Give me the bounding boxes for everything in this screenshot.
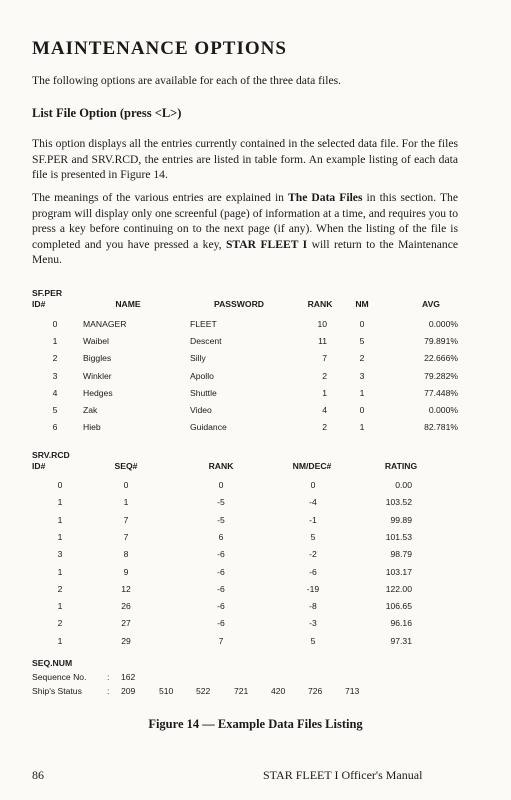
- sfper-cell-nm: 3: [359, 370, 365, 381]
- srvrcd-table-row: [0, 515, 511, 529]
- ships-status-label: Ship's Status: [32, 686, 82, 696]
- para2-text-3: will return to the Maintenance Menu.: [32, 237, 458, 266]
- srvrcd-cell-nmdec: -19: [306, 583, 320, 594]
- sfper-table-row: [0, 371, 511, 385]
- srvrcd-header-rating: RATING: [384, 461, 418, 471]
- srvrcd-cell-rating: 106.65: [385, 601, 412, 612]
- ships-status-value: 420: [271, 686, 286, 696]
- sfper-header-nm: NM: [355, 299, 369, 309]
- sequence-no-value: 162: [121, 672, 136, 682]
- sfper-cell-password: Shuttle: [190, 387, 217, 398]
- srvrcd-header-rank: RANK: [208, 461, 234, 471]
- sfper-cell-avg: 79.282%: [424, 370, 458, 381]
- srvrcd-cell-seq: 29: [121, 635, 131, 646]
- sfper-cell-name: Zak: [83, 405, 98, 415]
- sfper-cell-avg: 0.000%: [428, 319, 458, 329]
- srvrcd-table-row: [0, 601, 511, 615]
- srvrcd-header-nmdec: NM/DEC#: [292, 461, 332, 471]
- sfper-cell-id: 1: [52, 336, 58, 347]
- para2-text-2: in this section. The program will display only one screenful (page) of information at a time, and requires you to press a key before continuing on to the next page (if any). When the listing of the file is completed and you have pressed a key,: [32, 191, 458, 251]
- sfper-header-rank: RANK: [307, 299, 333, 309]
- srvrcd-cell-nmdec: -1: [309, 514, 317, 525]
- srvrcd-table-row: [0, 567, 511, 581]
- paragraph-meanings: [32, 190, 458, 268]
- sfper-cell-nm: 1: [359, 422, 365, 433]
- sfper-cell-password: Descent: [190, 336, 222, 347]
- sfper-table-row: [0, 353, 511, 367]
- sfper-cell-id: 3: [52, 370, 58, 381]
- srvrcd-table-row: [0, 618, 511, 632]
- sfper-cell-name: Hieb: [83, 422, 101, 433]
- paragraph-list-description: This option displays all the entries currently contained in the selected data file. For the files SF.PER and SRV.RCD, the entries are listed in table form. An example listing of each data file is presented in Figure 14.: [32, 137, 458, 181]
- srvrcd-cell-id: 1: [57, 514, 63, 525]
- srvrcd-cell-seq: 7: [123, 531, 129, 542]
- srvrcd-cell-rating: 97.31: [390, 635, 412, 646]
- sfper-table-row: [0, 319, 511, 333]
- intro-paragraph: The following options are available for each of the three data files.: [32, 74, 342, 87]
- sfper-cell-nm: 1: [359, 387, 365, 398]
- srvrcd-cell-rating: 99.89: [390, 514, 412, 525]
- srvrcd-cell-rank: -6: [217, 549, 225, 560]
- sfper-cell-name: Biggles: [83, 353, 112, 364]
- srvrcd-header-seq: SEQ#: [114, 461, 138, 471]
- sfper-cell-rank: 7: [322, 353, 327, 364]
- sfper-cell-password: Guidance: [190, 422, 227, 433]
- ships-status-value: 726: [308, 686, 323, 696]
- sfper-cell-nm: 0: [359, 405, 365, 415]
- srvrcd-cell-nmdec: -2: [309, 549, 317, 560]
- srvrcd-cell-rank: 6: [218, 531, 224, 542]
- sfper-cell-rank: 2: [322, 422, 327, 433]
- sfper-cell-id: 0: [52, 319, 58, 329]
- para2-text-1: The meanings of the various entries are explained in: [32, 191, 289, 204]
- list-option-heading: List File Option (press <L>): [32, 106, 182, 120]
- sfper-table-row: [0, 422, 511, 436]
- srvrcd-cell-seq: 1: [123, 497, 129, 508]
- figure-caption: Figure 14 — Example Data Files Listing: [148, 717, 363, 731]
- srvrcd-cell-seq: 27: [121, 618, 131, 629]
- srvrcd-cell-nmdec: -3: [309, 618, 317, 629]
- sfper-header-password: PASSWORD: [214, 299, 264, 309]
- srvrcd-cell-id: 2: [57, 618, 63, 629]
- sfper-table-row: [0, 405, 511, 419]
- sfper-cell-name: Hedges: [83, 387, 113, 398]
- sfper-cell-avg: 79.891%: [424, 336, 458, 347]
- srvrcd-label: SRV.RCD: [32, 450, 70, 460]
- srvrcd-header-id: ID#: [32, 461, 46, 471]
- sfper-cell-password: FLEET: [190, 319, 217, 329]
- srvrcd-cell-rank: -5: [217, 497, 225, 508]
- srvrcd-table-row: [0, 636, 511, 650]
- sfper-cell-rank: 2: [322, 370, 327, 381]
- srvrcd-cell-nmdec: 5: [310, 531, 316, 542]
- para2-bold-star-fleet: STAR FLEET I: [225, 237, 308, 251]
- srvrcd-cell-id: 1: [57, 601, 63, 612]
- srvrcd-table-row: [0, 549, 511, 563]
- ships-status-value: 522: [196, 686, 211, 696]
- ships-status-value: 713: [345, 686, 360, 696]
- sfper-cell-avg: 77.448%: [424, 387, 458, 398]
- ships-status-separator: :: [107, 686, 110, 696]
- srvrcd-cell-rank: -6: [217, 583, 225, 594]
- srvrcd-cell-id: 2: [57, 583, 63, 594]
- sfper-cell-nm: 0: [359, 319, 365, 329]
- sfper-cell-password: Video: [190, 405, 212, 415]
- page-number: 86: [32, 768, 44, 782]
- srvrcd-cell-seq: 0: [123, 480, 129, 490]
- srvrcd-cell-id: 0: [57, 480, 63, 490]
- srvrcd-cell-id: 1: [57, 531, 63, 542]
- sfper-cell-rank: 11: [318, 336, 327, 347]
- sfper-cell-password: Silly: [190, 353, 206, 364]
- srvrcd-cell-rating: 103.52: [385, 497, 412, 508]
- para2-bold-data-files: The Data Files: [288, 191, 363, 204]
- srvrcd-cell-seq: 8: [123, 549, 129, 560]
- manual-title: STAR FLEET I Officer's Manual: [263, 768, 423, 782]
- sfper-cell-id: 5: [52, 405, 58, 415]
- srvrcd-table-row: [0, 480, 511, 494]
- sfper-cell-password: Apollo: [190, 370, 214, 381]
- sfper-table-row: [0, 388, 511, 402]
- sfper-cell-name: Waibel: [83, 336, 109, 347]
- sfper-cell-nm: 2: [359, 353, 365, 364]
- sfper-cell-rank: 10: [317, 319, 327, 329]
- srvrcd-cell-id: 1: [57, 635, 63, 646]
- sfper-cell-nm: 5: [359, 336, 365, 347]
- srvrcd-cell-rank: -6: [217, 566, 225, 577]
- sequence-no-label: Sequence No.: [32, 672, 87, 682]
- srvrcd-cell-id: 1: [57, 497, 63, 508]
- srvrcd-cell-rank: -5: [217, 514, 225, 525]
- sfper-cell-id: 6: [52, 422, 58, 433]
- ships-status-value: 209: [121, 686, 136, 696]
- srvrcd-cell-rating: 98.79: [390, 549, 412, 560]
- srvrcd-cell-id: 3: [57, 549, 63, 560]
- srvrcd-cell-nmdec: 5: [310, 635, 316, 646]
- srvrcd-cell-nmdec: -8: [309, 601, 317, 612]
- srvrcd-cell-rank: -6: [217, 618, 225, 629]
- sfper-cell-avg: 22.666%: [424, 353, 458, 364]
- srvrcd-cell-seq: 9: [123, 566, 129, 577]
- sfper-cell-name: MANAGER: [83, 319, 127, 329]
- sfper-cell-avg: 82.781%: [424, 422, 458, 433]
- sfper-header-id: ID#: [32, 299, 46, 309]
- srvrcd-cell-id: 1: [57, 566, 63, 577]
- sfper-cell-id: 4: [52, 387, 58, 398]
- sfper-cell-rank: 1: [322, 387, 327, 398]
- sfper-header-name: NAME: [115, 299, 141, 309]
- srvrcd-cell-rating: 101.53: [385, 531, 412, 542]
- sequence-no-separator: :: [107, 672, 110, 682]
- srvrcd-table-row: [0, 584, 511, 598]
- page-title: MAINTENANCE OPTIONS: [32, 38, 287, 59]
- srvrcd-table-row: [0, 497, 511, 511]
- srvrcd-cell-seq: 12: [121, 583, 131, 594]
- sfper-cell-id: 2: [52, 353, 58, 364]
- srvrcd-cell-rating: 96.16: [390, 618, 412, 629]
- ships-status-value: 721: [234, 686, 249, 696]
- srvrcd-cell-nmdec: -4: [309, 497, 317, 508]
- srvrcd-cell-rank: 7: [218, 635, 224, 646]
- srvrcd-table-row: [0, 532, 511, 546]
- srvrcd-cell-nmdec: -6: [309, 566, 317, 577]
- srvrcd-cell-rating: 0.00: [395, 480, 412, 490]
- sfper-table-row: [0, 336, 511, 350]
- srvrcd-cell-rating: 122.00: [385, 583, 412, 594]
- sfper-label: SF.PER: [32, 288, 63, 298]
- srvrcd-cell-seq: 7: [123, 514, 129, 525]
- srvrcd-cell-rank: -6: [217, 601, 225, 612]
- sfper-cell-avg: 0.000%: [428, 405, 458, 415]
- ships-status-value: 510: [159, 686, 174, 696]
- srvrcd-cell-rank: 0: [218, 480, 224, 490]
- sfper-cell-rank: 4: [322, 405, 327, 415]
- srvrcd-cell-seq: 26: [121, 601, 131, 612]
- seqnum-label: SEQ.NUM: [32, 658, 73, 668]
- sfper-header-avg: AVG: [422, 299, 440, 309]
- sfper-cell-name: Winkler: [83, 370, 112, 381]
- srvrcd-cell-nmdec: 0: [310, 480, 316, 490]
- srvrcd-cell-rating: 103.17: [385, 566, 412, 577]
